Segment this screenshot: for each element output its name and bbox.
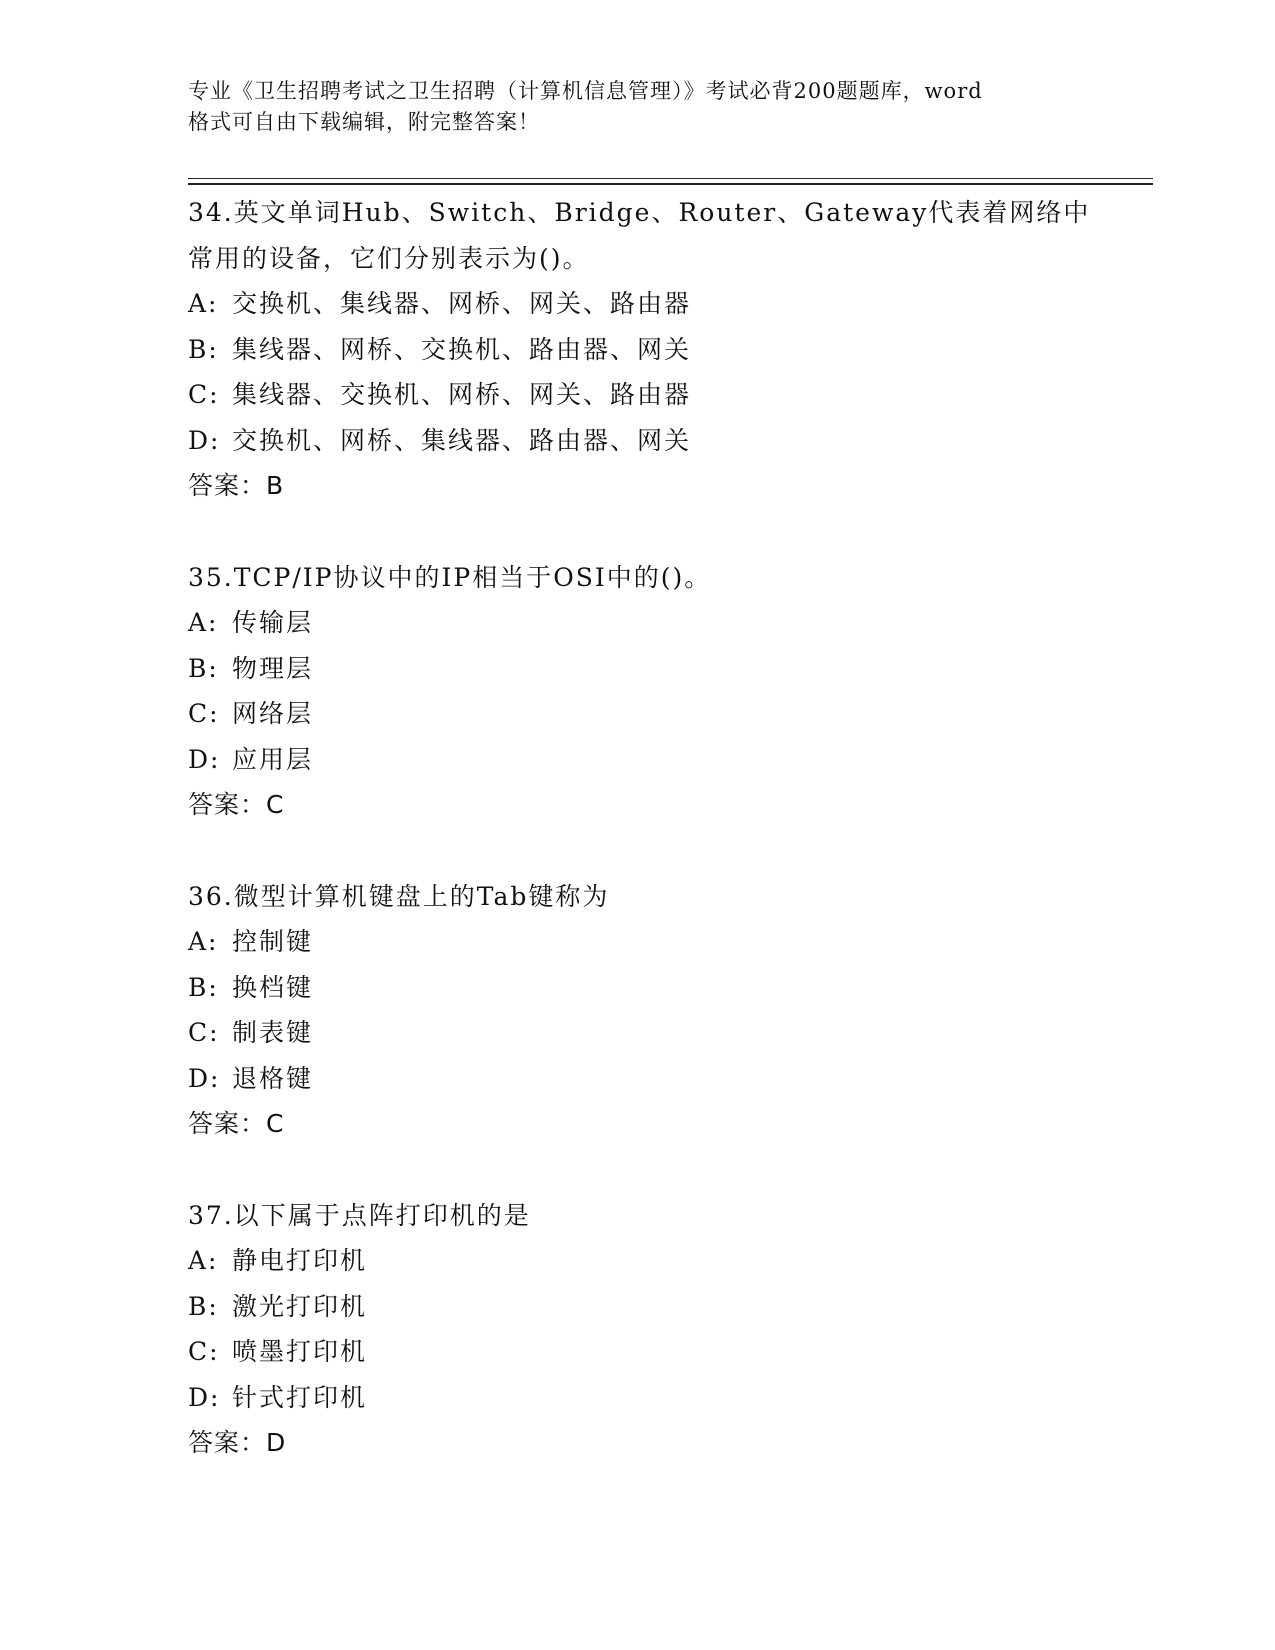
option-label: B: — [188, 653, 219, 683]
option-label: D: — [188, 744, 221, 774]
option-text: 集线器、网桥、交换机、路由器、网关 — [232, 334, 692, 364]
answer-line: 答案：B — [188, 471, 285, 500]
option-b — [188, 965, 1088, 1011]
option-label: D: — [188, 1063, 221, 1093]
question-stem-line: 34.英文单词Hub、Switch、Bridge、Router、Gateway代表着网络中 — [188, 198, 1091, 227]
option-text: 交换机、集线器、网桥、网关、路由器 — [232, 289, 692, 318]
option-label: A: — [188, 1246, 219, 1275]
option-text: 针式打印机 — [232, 1382, 368, 1412]
question-34 — [188, 190, 1091, 509]
option-text: 喷墨打印机 — [232, 1337, 368, 1366]
option-c — [188, 1329, 1088, 1375]
question-stem-line: 36.微型计算机键盘上的Tab键称为 — [188, 881, 610, 911]
option-text: 静电打印机 — [232, 1246, 368, 1275]
option-b — [188, 646, 1088, 692]
question-stem-line: 常用的设备，它们分别表示为()。 — [188, 243, 590, 273]
option-text: 控制键 — [232, 927, 314, 956]
option-c — [188, 372, 1088, 418]
option-label: C: — [188, 699, 220, 728]
question-stem-line: 37.以下属于点阵打印机的是 — [188, 1200, 531, 1230]
document-header — [188, 76, 1088, 138]
question-list — [188, 190, 1091, 1466]
header-line-1: 专业《卫生招聘考试之卫生招聘（计算机信息管理）》考试必背200题题库，word — [188, 79, 983, 103]
option-text: 交换机、网桥、集线器、路由器、网关 — [232, 425, 692, 455]
option-c — [188, 1010, 1088, 1056]
option-label: C: — [188, 380, 220, 409]
option-text: 传输层 — [232, 608, 314, 637]
option-text: 制表键 — [232, 1018, 314, 1047]
option-label: C: — [188, 1018, 220, 1047]
option-b — [188, 327, 1088, 373]
option-d — [188, 418, 1088, 464]
option-text: 换档键 — [232, 972, 314, 1002]
header-line-2: 格式可自由下载编辑，附完整答案！ — [188, 110, 540, 134]
option-a — [188, 1238, 1088, 1284]
option-text: 物理层 — [232, 653, 314, 683]
option-label: C: — [188, 1337, 220, 1366]
answer-line: 答案：C — [188, 790, 285, 819]
option-a — [188, 600, 1088, 646]
option-label: D: — [188, 425, 221, 455]
question-35 — [188, 555, 1088, 828]
option-text: 激光打印机 — [232, 1291, 368, 1321]
option-a — [188, 281, 1088, 327]
answer-line: 答案：C — [188, 1109, 285, 1138]
option-d — [188, 1375, 1088, 1421]
question-36 — [188, 874, 1088, 1147]
option-label: B: — [188, 1291, 219, 1321]
question-37 — [188, 1193, 1088, 1466]
option-c — [188, 691, 1088, 737]
question-spacer — [188, 828, 1088, 874]
option-text: 网络层 — [232, 699, 314, 728]
header-divider-thin — [188, 178, 1153, 179]
question-spacer — [188, 1147, 1088, 1193]
option-label: B: — [188, 972, 219, 1002]
option-d — [188, 1056, 1088, 1102]
question-spacer — [188, 509, 1088, 555]
option-label: A: — [188, 289, 219, 318]
option-a — [188, 919, 1088, 965]
option-b — [188, 1284, 1088, 1330]
option-text: 退格键 — [232, 1063, 314, 1093]
option-label: A: — [188, 927, 219, 956]
option-label: A: — [188, 608, 219, 637]
answer-line: 答案：D — [188, 1428, 287, 1457]
option-text: 应用层 — [232, 744, 314, 774]
option-d — [188, 737, 1088, 783]
option-label: D: — [188, 1382, 221, 1412]
option-label: B: — [188, 334, 219, 364]
header-divider-thick — [188, 183, 1153, 185]
question-stem-line: 35.TCP/IP协议中的IP相当于OSI中的()。 — [188, 562, 712, 592]
option-text: 集线器、交换机、网桥、网关、路由器 — [232, 380, 692, 409]
